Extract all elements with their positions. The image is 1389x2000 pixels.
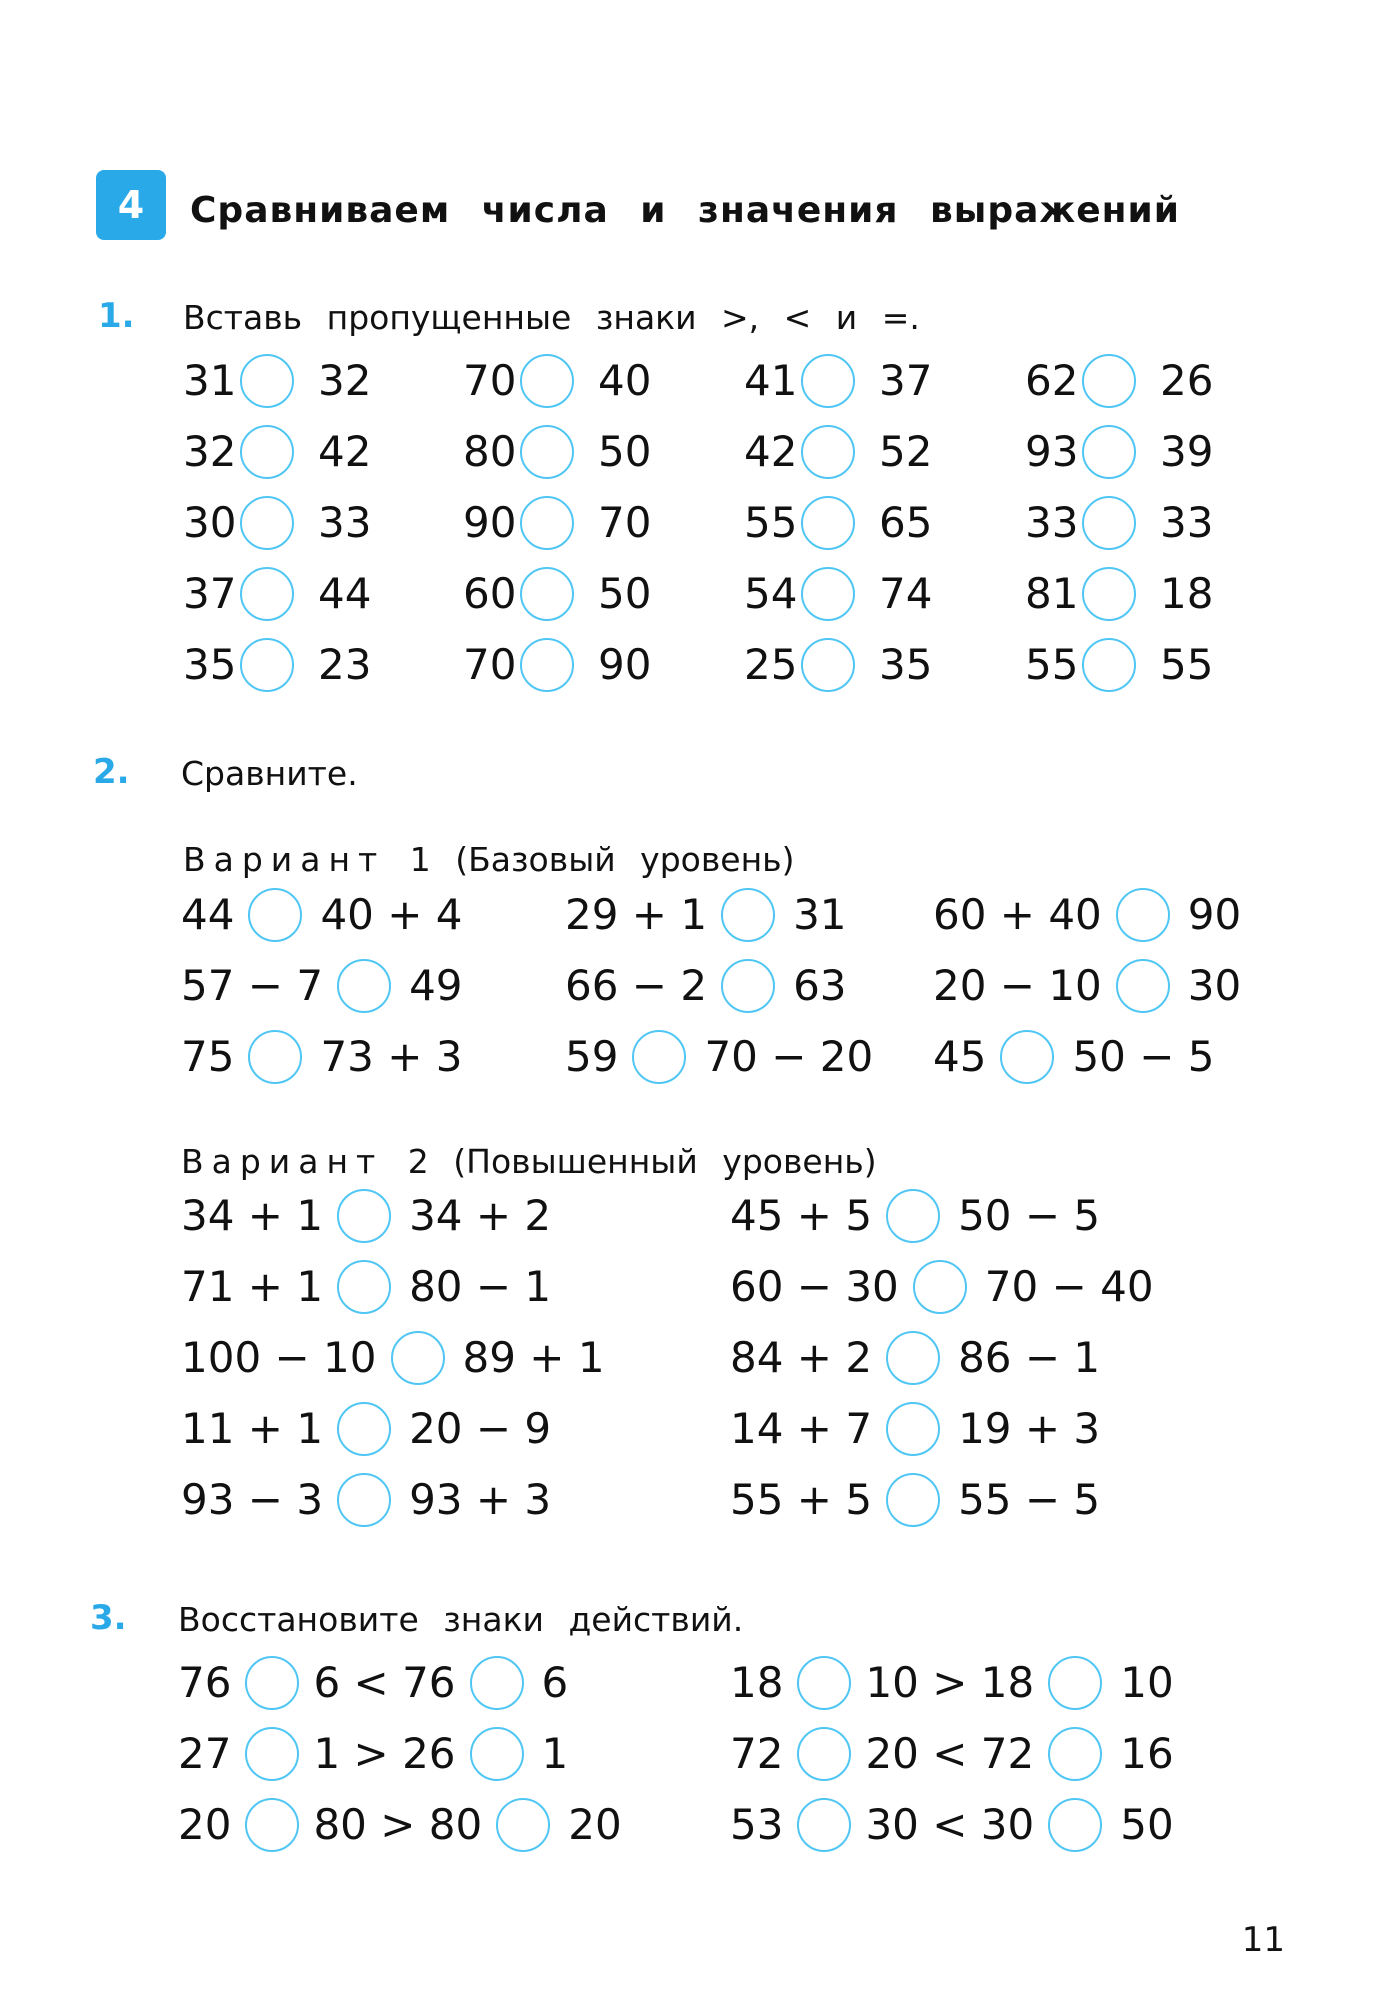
- answer-circle[interactable]: [1082, 425, 1136, 479]
- answer-circle[interactable]: [913, 1260, 967, 1314]
- answer-circle[interactable]: [1082, 354, 1136, 408]
- right-number: 44: [318, 569, 372, 618]
- right-number: 26: [1160, 356, 1214, 405]
- answer-circle[interactable]: [337, 959, 391, 1013]
- right-number: 37: [879, 356, 933, 405]
- left-number: 27: [178, 1729, 232, 1778]
- answer-circle[interactable]: [1082, 496, 1136, 550]
- answer-circle[interactable]: [520, 354, 574, 408]
- answer-circle[interactable]: [1116, 888, 1170, 942]
- right-expression: 31: [793, 890, 847, 939]
- answer-circle[interactable]: [1116, 959, 1170, 1013]
- answer-circle[interactable]: [240, 496, 294, 550]
- middle-expression: 1 > 26: [313, 1729, 456, 1778]
- answer-circle[interactable]: [1048, 1798, 1102, 1852]
- right-expression: 50 − 5: [958, 1191, 1101, 1240]
- answer-circle[interactable]: [797, 1727, 851, 1781]
- right-expression: 86 − 1: [958, 1333, 1101, 1382]
- right-number: 10: [1120, 1658, 1174, 1707]
- left-number: 60: [463, 569, 517, 618]
- answer-circle[interactable]: [797, 1656, 851, 1710]
- answer-circle[interactable]: [797, 1798, 851, 1852]
- right-number: 16: [1120, 1729, 1174, 1778]
- variant-word: Вариант: [183, 840, 386, 879]
- left-number: 55: [1025, 640, 1079, 689]
- right-number: 33: [1160, 498, 1214, 547]
- answer-circle[interactable]: [520, 638, 574, 692]
- left-expression: 20 − 10: [933, 961, 1102, 1010]
- section-title: Сравниваем числа и значения выражений: [190, 190, 1180, 231]
- right-number: 50: [598, 569, 652, 618]
- variant-word: Вариант: [181, 1142, 384, 1181]
- left-number: 62: [1025, 356, 1079, 405]
- right-expression: 19 + 3: [958, 1404, 1101, 1453]
- left-expression: 66 − 2: [565, 961, 708, 1010]
- answer-circle[interactable]: [248, 1030, 302, 1084]
- answer-circle[interactable]: [632, 1030, 686, 1084]
- left-expression: 75: [181, 1032, 235, 1081]
- answer-circle[interactable]: [496, 1798, 550, 1852]
- left-number: 54: [744, 569, 798, 618]
- right-expression: 93 + 3: [409, 1475, 552, 1524]
- left-expression: 84 + 2: [730, 1333, 873, 1382]
- left-expression: 44: [181, 890, 235, 939]
- answer-circle[interactable]: [1082, 638, 1136, 692]
- left-expression: 93 − 3: [181, 1475, 324, 1524]
- left-number: 93: [1025, 427, 1079, 476]
- answer-circle[interactable]: [886, 1189, 940, 1243]
- answer-circle[interactable]: [391, 1331, 445, 1385]
- answer-circle[interactable]: [801, 425, 855, 479]
- middle-expression: 6 < 76: [313, 1658, 456, 1707]
- right-number: 33: [318, 498, 372, 547]
- answer-circle[interactable]: [245, 1656, 299, 1710]
- left-number: 20: [178, 1800, 232, 1849]
- left-expression: 55 + 5: [730, 1475, 873, 1524]
- answer-circle[interactable]: [240, 567, 294, 621]
- answer-circle[interactable]: [520, 425, 574, 479]
- left-number: 30: [183, 498, 237, 547]
- left-number: 41: [744, 356, 798, 405]
- exercise-number: 2.: [93, 752, 130, 792]
- right-number: 90: [598, 640, 652, 689]
- left-expression: 11 + 1: [181, 1404, 324, 1453]
- left-number: 31: [183, 356, 237, 405]
- answer-circle[interactable]: [1000, 1030, 1054, 1084]
- answer-circle[interactable]: [337, 1260, 391, 1314]
- left-number: 42: [744, 427, 798, 476]
- answer-circle[interactable]: [801, 567, 855, 621]
- answer-circle[interactable]: [1048, 1656, 1102, 1710]
- right-number: 39: [1160, 427, 1214, 476]
- variant-desc: 2 (Повышенный уровень): [407, 1142, 877, 1181]
- left-number: 32: [183, 427, 237, 476]
- right-number: 32: [318, 356, 372, 405]
- page-number: 11: [1241, 1920, 1285, 1960]
- middle-expression: 30 < 30: [865, 1800, 1035, 1849]
- right-expression: 50 − 5: [1072, 1032, 1215, 1081]
- right-expression: 90: [1187, 890, 1242, 939]
- exercise-number: 3.: [90, 1598, 127, 1638]
- left-expression: 34 + 1: [181, 1191, 324, 1240]
- right-number: 42: [318, 427, 372, 476]
- variant-2-heading: [181, 1142, 877, 1181]
- answer-circle[interactable]: [470, 1727, 524, 1781]
- right-number: 1: [541, 1729, 569, 1778]
- answer-circle[interactable]: [245, 1798, 299, 1852]
- variant-1-heading: [183, 840, 795, 879]
- answer-circle[interactable]: [240, 354, 294, 408]
- left-expression: 45: [933, 1032, 987, 1081]
- answer-circle[interactable]: [520, 496, 574, 550]
- right-number: 35: [879, 640, 933, 689]
- right-expression: 30: [1187, 961, 1242, 1010]
- right-number: 55: [1160, 640, 1214, 689]
- answer-circle[interactable]: [886, 1473, 940, 1527]
- right-number: 6: [541, 1658, 569, 1707]
- left-number: 53: [730, 1800, 784, 1849]
- right-expression: 40 + 4: [320, 890, 463, 939]
- answer-circle[interactable]: [721, 888, 775, 942]
- answer-circle[interactable]: [886, 1402, 940, 1456]
- left-number: 90: [463, 498, 517, 547]
- left-number: 33: [1025, 498, 1079, 547]
- left-number: 35: [183, 640, 237, 689]
- right-expression: 70 − 20: [704, 1032, 874, 1081]
- right-expression: 89 + 1: [462, 1333, 605, 1382]
- answer-circle[interactable]: [337, 1189, 391, 1243]
- answer-circle[interactable]: [240, 638, 294, 692]
- left-expression: 60 + 40: [933, 890, 1102, 939]
- answer-circle[interactable]: [520, 567, 574, 621]
- right-number: 52: [879, 427, 933, 476]
- right-number: 50: [1120, 1800, 1174, 1849]
- right-expression: 80 − 1: [409, 1262, 552, 1311]
- left-expression: 60 − 30: [730, 1262, 899, 1311]
- left-number: 81: [1025, 569, 1079, 618]
- right-expression: 73 + 3: [320, 1032, 463, 1081]
- left-number: 80: [463, 427, 517, 476]
- right-number: 40: [598, 356, 652, 405]
- right-expression: 49: [409, 961, 463, 1010]
- answer-circle[interactable]: [1082, 567, 1136, 621]
- left-number: 70: [463, 356, 517, 405]
- left-number: 55: [744, 498, 798, 547]
- answer-circle[interactable]: [248, 888, 302, 942]
- exercise-instruction: Сравните.: [181, 754, 358, 793]
- answer-circle[interactable]: [721, 959, 775, 1013]
- answer-circle[interactable]: [886, 1331, 940, 1385]
- left-expression: 14 + 7: [730, 1404, 873, 1453]
- answer-circle[interactable]: [245, 1727, 299, 1781]
- right-number: 50: [598, 427, 652, 476]
- left-expression: 45 + 5: [730, 1191, 873, 1240]
- right-number: 65: [879, 498, 933, 547]
- exercise-instruction: Вставь пропущенные знаки >, < и =.: [183, 298, 920, 337]
- answer-circle[interactable]: [801, 638, 855, 692]
- section-badge: 4: [96, 170, 166, 240]
- right-number: 23: [318, 640, 372, 689]
- exercise-number: 1.: [98, 296, 135, 336]
- right-number: 20: [568, 1800, 622, 1849]
- middle-expression: 10 > 18: [865, 1658, 1035, 1707]
- exercise-instruction: Восстановите знаки действий.: [178, 1600, 744, 1639]
- left-number: 25: [744, 640, 798, 689]
- right-expression: 20 − 9: [409, 1404, 552, 1453]
- right-number: 18: [1160, 569, 1214, 618]
- answer-circle[interactable]: [337, 1402, 391, 1456]
- answer-circle[interactable]: [801, 496, 855, 550]
- left-number: 18: [730, 1658, 784, 1707]
- right-expression: 70 − 40: [984, 1262, 1154, 1311]
- answer-circle[interactable]: [470, 1656, 524, 1710]
- answer-circle[interactable]: [240, 425, 294, 479]
- right-expression: 34 + 2: [409, 1191, 552, 1240]
- left-expression: 57 − 7: [181, 961, 324, 1010]
- middle-expression: 80 > 80: [313, 1800, 483, 1849]
- left-number: 37: [183, 569, 237, 618]
- left-number: 70: [463, 640, 517, 689]
- left-expression: 71 + 1: [181, 1262, 324, 1311]
- left-number: 72: [730, 1729, 784, 1778]
- left-expression: 29 + 1: [565, 890, 708, 939]
- left-expression: 100 − 10: [181, 1333, 377, 1382]
- right-number: 70: [598, 498, 652, 547]
- left-expression: 59: [565, 1032, 619, 1081]
- variant-desc: 1 (Базовый уровень): [409, 840, 795, 879]
- answer-circle[interactable]: [801, 354, 855, 408]
- right-number: 74: [879, 569, 933, 618]
- right-expression: 63: [793, 961, 847, 1010]
- answer-circle[interactable]: [337, 1473, 391, 1527]
- answer-circle[interactable]: [1048, 1727, 1102, 1781]
- left-number: 76: [178, 1658, 232, 1707]
- middle-expression: 20 < 72: [865, 1729, 1035, 1778]
- right-expression: 55 − 5: [958, 1475, 1101, 1524]
